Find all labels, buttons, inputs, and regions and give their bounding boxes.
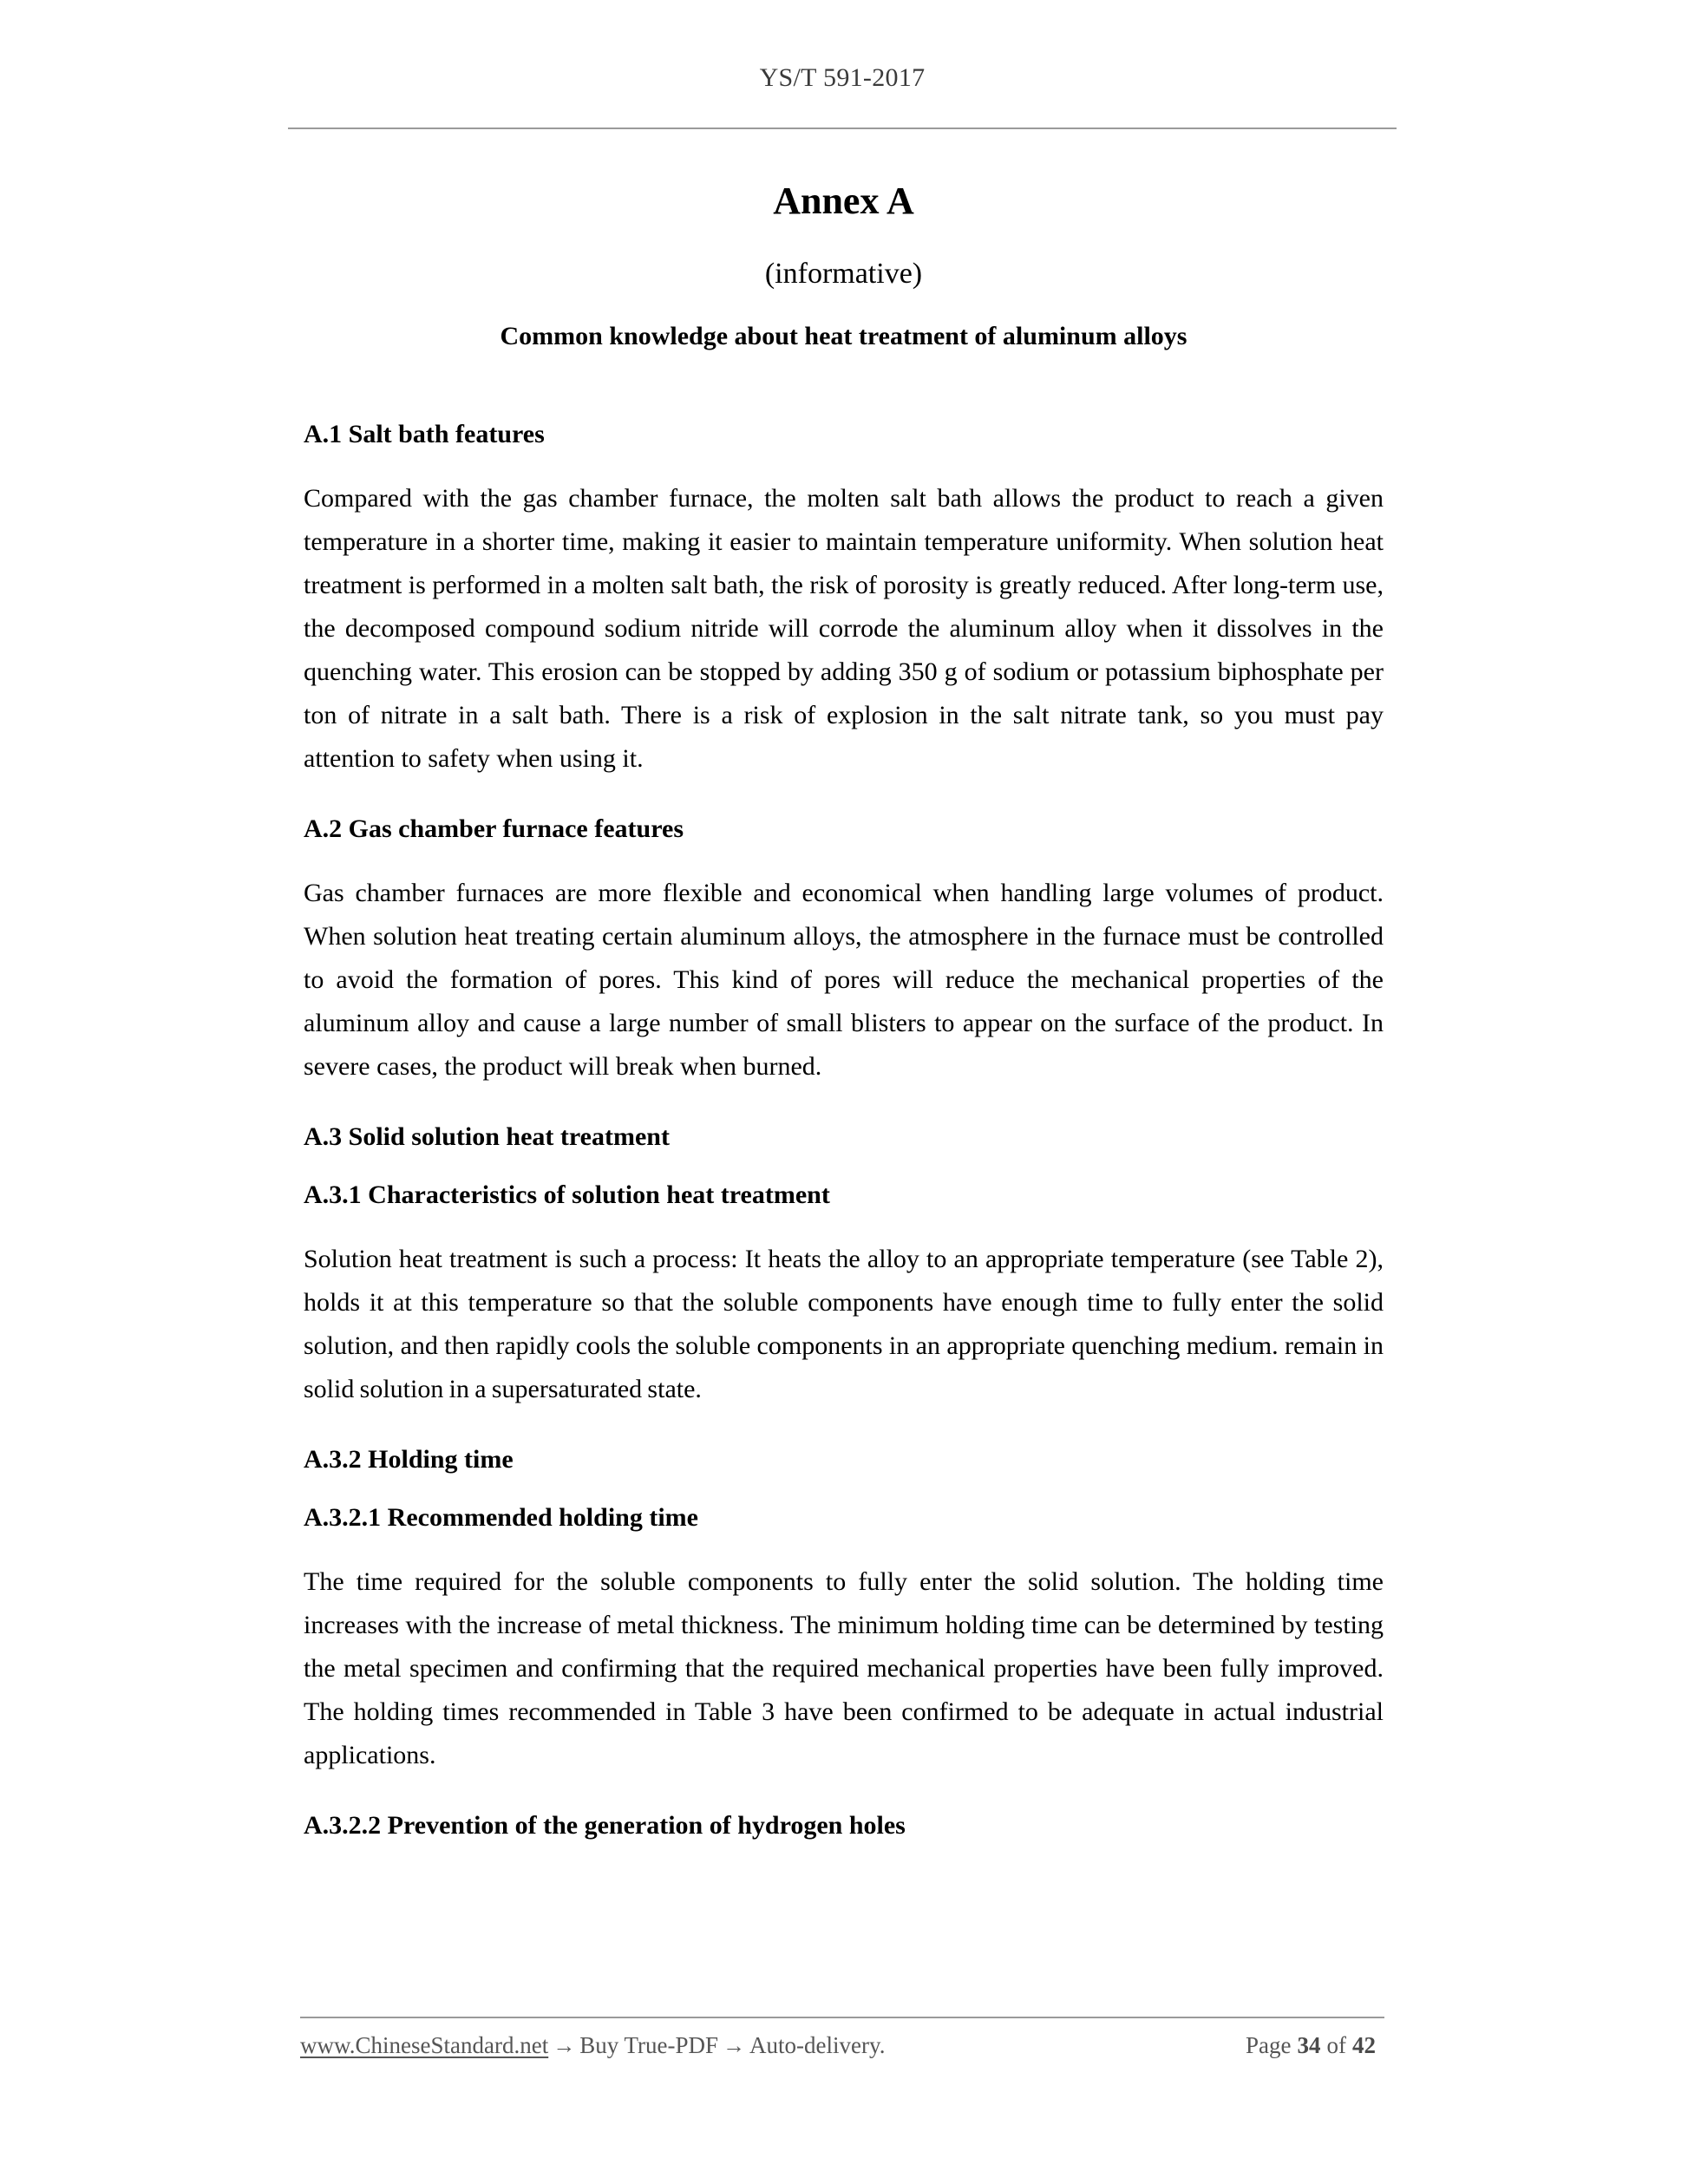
- header-divider: [288, 128, 1397, 129]
- section-heading-a3-2-2: A.3.2.2 Prevention of the generation of hydrogen holes: [304, 1810, 906, 1840]
- spacer: [304, 1777, 1384, 1808]
- footer-delivery-label: Auto-delivery.: [749, 2032, 886, 2058]
- total-page-count: 42: [1352, 2032, 1376, 2058]
- spacer: [304, 1212, 1384, 1238]
- spacer: [304, 451, 1384, 477]
- footer-divider: [300, 2017, 1384, 2018]
- spacer: [304, 1089, 1384, 1120]
- spacer: [304, 1154, 1384, 1178]
- standard-code: YS/T 591-2017: [759, 63, 926, 92]
- page-footer: [300, 2030, 1384, 2061]
- page-indicator: [1243, 2030, 1384, 2061]
- section-body-a1: Compared with the gas chamber furnace, the molten salt bath allows the product to reach a given temperature in a shorter time, making it easier to maintain temperature uniformity. When solution heat treatment is performed in a molten salt bath, the risk of porosity is greatly reduced. After long-term use, the decomposed compound sodium nitride will corrode the aluminum alloy when it dissolves in the quenching water. This erosion can be stopped by adding 350 g of sodium or potassium biphosphate per ton of nitrate in a salt bath. There is a risk of explosion in the salt nitrate tank, so you must pay attention to safety when using it.: [304, 483, 1384, 773]
- spacer: [304, 846, 1384, 872]
- section-heading-a2: A.2 Gas chamber furnace features: [304, 814, 684, 843]
- section-heading-a3-1: A.3.1 Characteristics of solution heat treatment: [304, 1180, 830, 1209]
- annex-kind: (informative): [764, 258, 923, 290]
- section-body-a3-1: Solution heat treatment is such a process: It heats the alloy to an appropriate temperature (see Table 2), holds it at this temperature so that the soluble components have enough time to fully enter the solid solution, and then rapidly cools the soluble components in an appropriate quenching medium. remain in solid solution in a supersaturated state.: [304, 1244, 1384, 1403]
- spacer: [304, 1411, 1384, 1442]
- spacer: [304, 353, 1384, 417]
- of-label: of: [1326, 2032, 1346, 2058]
- arrow-right-icon: →: [723, 2033, 746, 2058]
- footer-website-link[interactable]: www.ChineseStandard.net: [300, 2032, 549, 2058]
- section-heading-a3-2: A.3.2 Holding time: [304, 1444, 514, 1474]
- section-body-a3-2-1: The time required for the soluble components to fully enter the solid solution. The holding time increases with the increase of metal thickness. The minimum holding time can be determined by testing the metal specimen and confirming that the required mechanical properties have been fully improved. The holding times recommended in Table 3 have been confirmed to be adequate in actual industrial applications.: [304, 1566, 1384, 1769]
- page-content: [304, 154, 1384, 1842]
- spacer: [304, 781, 1384, 812]
- section-heading-a3: A.3 Solid solution heat treatment: [304, 1121, 670, 1151]
- footer-promo: [300, 2030, 885, 2061]
- annex-title: Annex A: [773, 180, 914, 222]
- spacer: [304, 1534, 1384, 1560]
- section-heading-a1: A.1 Salt bath features: [304, 419, 545, 448]
- page-label: Page: [1246, 2032, 1292, 2058]
- page-header: [288, 62, 1397, 94]
- spacer: [304, 1476, 1384, 1501]
- section-heading-a3-2-1: A.3.2.1 Recommended holding time: [304, 1502, 698, 1532]
- arrow-right-icon: →: [553, 2033, 576, 2058]
- footer-buy-label: Buy True-PDF: [579, 2032, 719, 2058]
- section-body-a2: Gas chamber furnaces are more flexible and economical when handling large volumes of product. When solution heat treating certain aluminum alloys, the atmosphere in the furnace must be controlled to avoid the formation of pores. This kind of pores will reduce the mechanical properties of the aluminum alloy and cause a large number of small blisters to appear on the surface of the product. In severe cases, the product will break when burned.: [304, 878, 1384, 1081]
- annex-subject: Common knowledge about heat treatment of aluminum alloys: [500, 321, 1187, 350]
- current-page-number: 34: [1297, 2032, 1321, 2058]
